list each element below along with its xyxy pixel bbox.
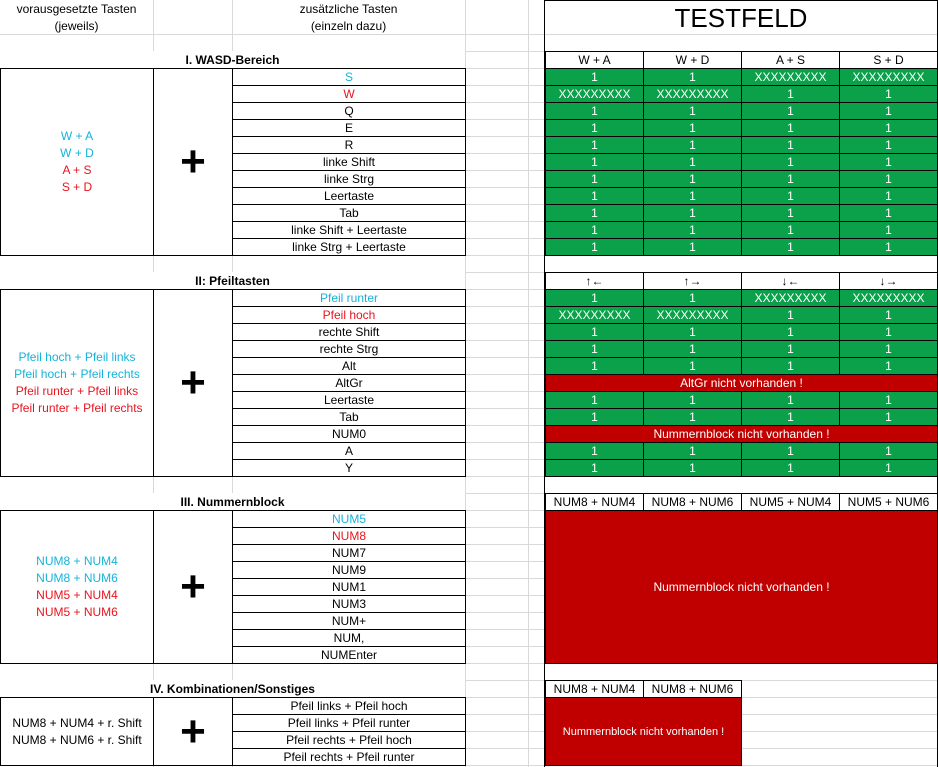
test-result-cell: 1 xyxy=(545,221,644,239)
test-result-cell: 1 xyxy=(741,187,840,205)
key-cell[interactable]: Tab xyxy=(232,204,466,222)
test-result-cell: 1 xyxy=(545,459,644,477)
test-result-cell: 1 xyxy=(741,408,840,426)
test-result-cell: 1 xyxy=(545,119,644,137)
test-result-cell: 1 xyxy=(839,306,938,324)
key-cell[interactable]: Pfeil hoch xyxy=(232,306,466,324)
prereq-combo: NUM8 + NUM6 xyxy=(36,571,118,585)
test-result-cell: 1 xyxy=(839,153,938,171)
prereq-combo: A + S xyxy=(62,163,92,177)
prereq-combo: Pfeil hoch + Pfeil links xyxy=(18,350,136,364)
test-result-cell: 1 xyxy=(741,102,840,120)
test-result-cell: 1 xyxy=(545,442,644,460)
key-cell[interactable]: Pfeil links + Pfeil runter xyxy=(232,714,466,732)
testfeld-header: W + A xyxy=(545,51,644,69)
key-cell[interactable]: NUM7 xyxy=(232,544,466,562)
test-result-cell: 1 xyxy=(643,323,742,341)
test-result-cell: 1 xyxy=(839,357,938,375)
test-result-cell: 1 xyxy=(545,153,644,171)
section-title: IV. Kombinationen/Sonstiges xyxy=(0,680,465,697)
test-result-cell: 1 xyxy=(643,204,742,222)
key-cell[interactable]: NUM3 xyxy=(232,595,466,613)
test-result-cell: XXXXXXXXX xyxy=(643,306,742,324)
test-result-cell: 1 xyxy=(741,85,840,103)
test-result-cell: 1 xyxy=(545,170,644,188)
test-result-cell: 1 xyxy=(545,187,644,205)
key-cell[interactable]: Alt xyxy=(232,357,466,375)
test-result-cell: 1 xyxy=(545,102,644,120)
test-result-cell: 1 xyxy=(839,323,938,341)
plus-box xyxy=(153,510,233,664)
test-result-cell: 1 xyxy=(643,221,742,239)
key-cell[interactable]: NUM1 xyxy=(232,578,466,596)
test-result-cell: 1 xyxy=(643,187,742,205)
not-available-bar: AltGr nicht vorhanden ! xyxy=(545,374,938,392)
key-cell[interactable]: NUM5 xyxy=(232,510,466,528)
test-result-cell: 1 xyxy=(741,357,840,375)
key-cell[interactable]: Pfeil runter xyxy=(232,289,466,307)
testfeld-header: ↑→ xyxy=(643,272,742,290)
test-result-cell: 1 xyxy=(643,442,742,460)
test-result-cell: 1 xyxy=(741,340,840,358)
test-result-cell: 1 xyxy=(643,170,742,188)
key-cell[interactable]: R xyxy=(232,136,466,154)
prereq-combo: W + D xyxy=(60,146,94,160)
test-result-cell: 1 xyxy=(839,102,938,120)
test-result-cell: 1 xyxy=(839,136,938,154)
test-result-cell: 1 xyxy=(545,204,644,222)
key-cell[interactable]: NUM+ xyxy=(232,612,466,630)
key-cell[interactable]: linke Shift + Leertaste xyxy=(232,221,466,239)
header-col2-line1: zusätzliche Tasten xyxy=(299,1,398,16)
test-result-cell: 1 xyxy=(643,153,742,171)
key-cell[interactable]: NUMEnter xyxy=(232,646,466,664)
test-result-cell: 1 xyxy=(839,204,938,222)
key-cell[interactable]: rechte Strg xyxy=(232,340,466,358)
testfeld-header: S + D xyxy=(839,51,938,69)
not-available-bar: Nummernblock nicht vorhanden ! xyxy=(545,425,938,443)
test-result-cell: 1 xyxy=(545,68,644,86)
prereq-combo: NUM8 + NUM6 + r. Shift xyxy=(12,732,142,747)
test-result-cell: XXXXXXXXX xyxy=(741,68,840,86)
testfeld-header: ↓← xyxy=(741,272,840,290)
test-result-cell: 1 xyxy=(643,459,742,477)
prereq-combo: NUM5 + NUM6 xyxy=(36,605,118,619)
test-result-cell: 1 xyxy=(643,68,742,86)
test-result-cell: 1 xyxy=(545,323,644,341)
testfeld-header: A + S xyxy=(741,51,840,69)
key-cell[interactable]: NUM8 xyxy=(232,527,466,545)
key-cell[interactable]: AltGr xyxy=(232,374,466,392)
prereq-box xyxy=(0,510,154,664)
test-result-cell: 1 xyxy=(839,85,938,103)
test-result-cell: 1 xyxy=(741,238,840,256)
test-result-cell: 1 xyxy=(741,221,840,239)
section-title: I. WASD-Bereich xyxy=(0,51,465,68)
test-result-cell: 1 xyxy=(839,408,938,426)
test-result-cell: XXXXXXXXX xyxy=(643,85,742,103)
test-result-cell: 1 xyxy=(545,408,644,426)
test-result-cell: 1 xyxy=(545,136,644,154)
prereq-combo: NUM5 + NUM4 xyxy=(36,588,118,602)
key-cell[interactable]: linke Strg + Leertaste xyxy=(232,238,466,256)
test-result-cell: XXXXXXXXX xyxy=(545,306,644,324)
test-result-cell: 1 xyxy=(643,238,742,256)
test-result-cell: 1 xyxy=(839,221,938,239)
key-cell[interactable]: rechte Shift xyxy=(232,323,466,341)
key-cell[interactable]: Pfeil rechts + Pfeil runter xyxy=(232,748,466,766)
test-result-cell: 1 xyxy=(741,459,840,477)
test-result-cell: 1 xyxy=(839,391,938,409)
header-col1-line2: (jeweils) xyxy=(54,18,99,33)
prereq-combo: Pfeil runter + Pfeil rechts xyxy=(11,401,143,415)
plus-box xyxy=(153,68,233,256)
test-result-cell: 1 xyxy=(839,170,938,188)
key-cell[interactable]: Pfeil rechts + Pfeil hoch xyxy=(232,731,466,749)
test-result-cell: 1 xyxy=(643,102,742,120)
prereq-box xyxy=(0,289,154,477)
test-result-cell: 1 xyxy=(839,238,938,256)
testfeld-header: NUM5 + NUM4 xyxy=(741,493,840,511)
section-title: III. Nummernblock xyxy=(0,493,465,510)
testfeld-title: TESTFELD xyxy=(674,2,808,33)
key-cell[interactable]: linke Strg xyxy=(232,170,466,188)
prereq-combo: Pfeil runter + Pfeil links xyxy=(15,384,139,398)
test-result-cell: XXXXXXXXX xyxy=(545,85,644,103)
test-result-cell: 1 xyxy=(643,340,742,358)
plus-icon: + xyxy=(180,358,206,407)
test-result-cell: 1 xyxy=(643,408,742,426)
test-result-cell: 1 xyxy=(741,442,840,460)
plus-box xyxy=(153,289,233,477)
key-cell[interactable]: Y xyxy=(232,459,466,477)
key-cell[interactable]: W xyxy=(232,85,466,103)
test-result-cell: 1 xyxy=(839,459,938,477)
test-result-cell: 1 xyxy=(839,187,938,205)
test-result-cell: XXXXXXXXX xyxy=(839,289,938,307)
test-result-cell: 1 xyxy=(741,119,840,137)
plus-box xyxy=(153,697,233,766)
test-result-cell: 1 xyxy=(741,136,840,154)
key-cell[interactable]: Q xyxy=(232,102,466,120)
prereq-box xyxy=(0,697,154,766)
not-available-block: Nummernblock nicht vorhanden ! xyxy=(545,697,742,766)
not-available-block: Nummernblock nicht vorhanden ! xyxy=(545,510,938,664)
prereq-combo: NUM8 + NUM4 + r. Shift xyxy=(12,715,142,730)
key-cell[interactable]: linke Shift xyxy=(232,153,466,171)
testfeld-header: NUM8 + NUM4 xyxy=(545,680,644,698)
test-result-cell: 1 xyxy=(839,442,938,460)
testfeld-header: ↓→ xyxy=(839,272,938,290)
testfeld-header: NUM8 + NUM4 xyxy=(545,493,644,511)
test-result-cell: 1 xyxy=(839,340,938,358)
test-result-cell: XXXXXXXXX xyxy=(741,289,840,307)
test-result-cell: 1 xyxy=(741,153,840,171)
test-result-cell: XXXXXXXXX xyxy=(839,68,938,86)
key-cell[interactable]: NUM, xyxy=(232,629,466,647)
test-result-cell: 1 xyxy=(741,391,840,409)
test-result-cell: 1 xyxy=(741,204,840,222)
prereq-combo: S + D xyxy=(61,180,93,194)
testfeld-header: NUM8 + NUM6 xyxy=(643,680,742,698)
key-cell[interactable]: NUM0 xyxy=(232,425,466,443)
plus-icon: + xyxy=(180,562,206,611)
testfeld-header: W + D xyxy=(643,51,742,69)
key-cell[interactable]: S xyxy=(232,68,466,86)
test-result-cell: 1 xyxy=(643,119,742,137)
test-result-cell: 1 xyxy=(545,391,644,409)
testfeld-header: NUM8 + NUM6 xyxy=(643,493,742,511)
plus-icon: + xyxy=(180,706,206,756)
test-result-cell: 1 xyxy=(643,391,742,409)
key-cell[interactable]: Leertaste xyxy=(232,391,466,409)
prereq-combo: NUM8 + NUM4 xyxy=(36,554,118,568)
key-cell[interactable]: Pfeil links + Pfeil hoch xyxy=(232,697,466,715)
test-result-cell: 1 xyxy=(545,340,644,358)
key-cell[interactable]: Leertaste xyxy=(232,187,466,205)
test-result-cell: 1 xyxy=(545,357,644,375)
test-result-cell: 1 xyxy=(643,357,742,375)
test-result-cell: 1 xyxy=(741,170,840,188)
plus-icon: + xyxy=(180,137,206,186)
test-result-cell: 1 xyxy=(741,306,840,324)
test-result-cell: 1 xyxy=(643,289,742,307)
test-result-cell: 1 xyxy=(545,289,644,307)
testfeld-header: NUM5 + NUM6 xyxy=(839,493,938,511)
test-result-cell: 1 xyxy=(643,136,742,154)
key-cell[interactable]: Tab xyxy=(232,408,466,426)
prereq-box xyxy=(0,68,154,256)
prereq-combo: Pfeil hoch + Pfeil rechts xyxy=(14,367,140,381)
test-result-cell: 1 xyxy=(545,238,644,256)
header-col1-line1: vorausgesetzte Tasten xyxy=(16,1,137,16)
test-result-cell: 1 xyxy=(741,323,840,341)
testfeld-header: ↑← xyxy=(545,272,644,290)
section-title: II: Pfeiltasten xyxy=(0,272,465,289)
key-cell[interactable]: NUM9 xyxy=(232,561,466,579)
key-cell[interactable]: E xyxy=(232,119,466,137)
key-cell[interactable]: A xyxy=(232,442,466,460)
header-col2-line2: (einzeln dazu) xyxy=(310,18,387,33)
prereq-combo: W + A xyxy=(60,129,94,143)
test-result-cell: 1 xyxy=(839,119,938,137)
